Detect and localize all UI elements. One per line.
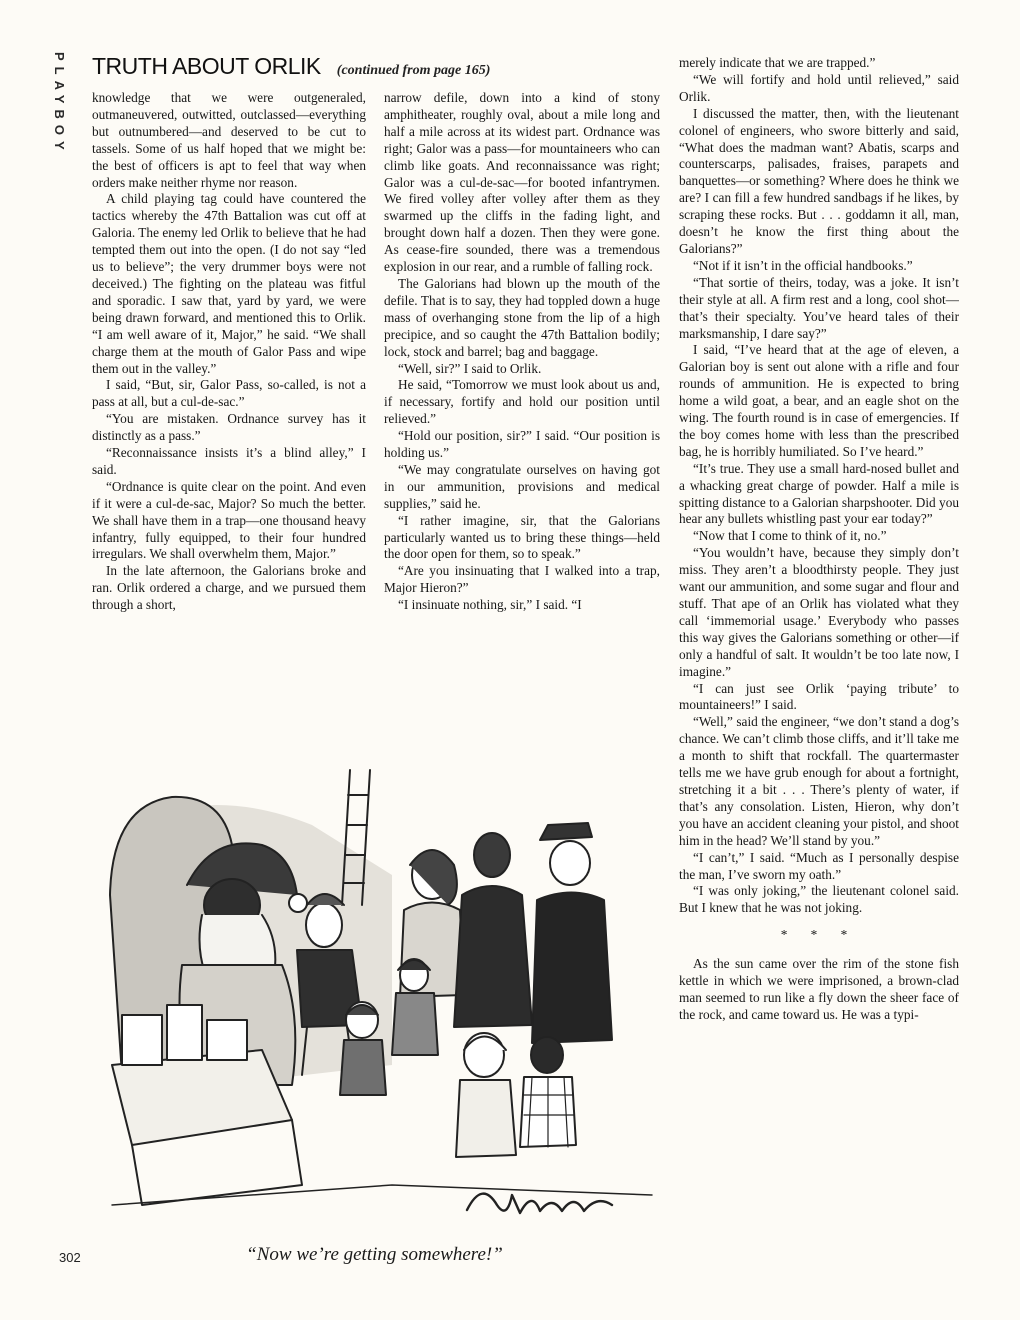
paragraph: “You wouldn’t have, because they simply don’t miss. They aren’t a bloodthirsty people. They just want our ammunition, and some sugar and flour and stuff. That ape of an Orlik has violated what they call ‘immemorial usage.’ Everybody who passes this way gives the Galorians something or other—if only a handful of salt. It wouldn’t be too late now, I imagine.” bbox=[679, 545, 959, 679]
paragraph: As the sun came over the rim of the stone fish kettle in which we were imprisoned, a brown-clad man seemed to run like a fly down the sheer face of the rock, and came toward us. He was a typi- bbox=[679, 956, 959, 1022]
paragraph: “We will fortify and hold until relieved,” said Orlik. bbox=[679, 71, 959, 104]
paragraph: I discussed the matter, then, with the lieutenant colonel of engineers, who swore bitterly and said, “What does the madman want? Abatis, scarps and counterscarps, palisades, fraises, parapets and banquettes—or something? Where does he think we are? I can fill a few hundred sandbags if he likes, by scraping these rocks. But . . . goddamn it all, man, doesn’t he know the first thing about the Galorians?” bbox=[679, 105, 959, 256]
article-title: TRUTH ABOUT ORLIK bbox=[92, 53, 321, 79]
paragraph: merely indicate that we are trapped.” bbox=[679, 55, 876, 70]
cartoon-illustration bbox=[92, 765, 657, 1230]
paragraph: “I insinuate nothing, sir,” I said. “I bbox=[398, 597, 582, 613]
text-column-3 bbox=[679, 55, 959, 1270]
paragraph: “I was only joking,” the lieutenant colonel said. But I knew that he was not joking. bbox=[679, 883, 959, 916]
paragraph: “Well, sir?” I said to Orlik. bbox=[398, 360, 542, 376]
paragraph: “Ordnance is quite clear on the point. And even if it were a cul-de-sac, Major? So much the better. We shall have them in a trap—one thousand heavy infantry, fully equipped, to their four hundred irregulars. We shall overwhelm them, Major.” bbox=[92, 478, 366, 562]
paragraph: “Are you insinuating that I walked into a trap, Major Hieron?” bbox=[384, 563, 660, 596]
artist-signature bbox=[467, 1194, 612, 1213]
paragraph: “It’s true. They use a small hard-nosed bullet and a whacking great charge of powder. Half a mile is spitting distance to a Galorian sharpshooter. Did you hear any bullets whistling past your ear today?” bbox=[679, 460, 959, 527]
paragraph: A child playing tag could have countered the tactics whereby the 47th Battalion was cut off at Galoria. The enemy led Orlik to believe that he had tempted them out into the open. (I do not say “led us to believe”; the very drummer boys were not deceived.) The fighting on the plateau was fitful and sporadic. I saw that, yard by yard, we were being drawn forward, and mentioned this to Orlik. “I am well aware of it, Major,” he said. “We shall charge them at the mouth of Galor Pass and wipe them out in the valley.” bbox=[92, 191, 366, 376]
paragraph: knowledge that we were outgeneraled, outmaneuvered, outwitted, outclassed—everything but outnumbered—and deserved to be cut to tassels. Some of us half hoped that we might be: the best of officers is apt to feel that way when orders make neither rhyme nor reason. bbox=[92, 90, 366, 190]
magazine-brand: PLAYBOY bbox=[52, 52, 67, 156]
paragraph: I said, “I’ve heard that at the age of eleven, a Galorian boy is sent out alone with a rifle and four rounds of ammunition. He is expected to bring home a wild goat, a bear, and an eagle shot on the wing. The fourth round is in case of emergencies. If the boy comes home with less than the prescribed bag, he is horribly humiliated. So I’ve heard.” bbox=[679, 342, 959, 459]
paragraph: “I rather imagine, sir, that the Galorians particularly wanted us to bring these things—held the door open for them, so to speak.” bbox=[384, 512, 660, 562]
paragraph: “I can’t,” I said. “Much as I personally despise the man, I’ve sworn my oath.” bbox=[679, 849, 959, 882]
paragraph: “Hold our position, sir?” I said. “Our position is holding us.” bbox=[384, 428, 660, 461]
paragraph: “Well,” said the engineer, “we don’t stand a dog’s chance. We can’t climb those cliffs, and it’ll take me a month to shift that rockfall. The quartermaster tells me we have grub enough for about a fortnight, stretching it a bit . . . There’s plenty of water, if that’s any consolation. Listen, Hieron, why don’t you have an accident cleaning your pistol, and shoot him in the head? We’ll stand by you.” bbox=[679, 714, 959, 848]
article-header bbox=[92, 53, 490, 83]
paragraph: “Now that I come to think of it, no.” bbox=[693, 528, 887, 544]
paragraph: “That sortie of theirs, today, was a joke. It isn’t their style at all. A firm rest and a long, cool shot—that’s their specialty. You’ve heard tales of their marksmanship, I dare say?” bbox=[679, 274, 959, 341]
paragraph: “Reconnaissance insists it’s a blind alley,” I said. bbox=[92, 445, 366, 477]
paragraph: “Not if it isn’t in the official handbooks.” bbox=[693, 257, 913, 273]
paragraph: “We may congratulate ourselves on having got in our ammunition, provisions and medical supplies,” said he. bbox=[384, 461, 660, 511]
continued-note: (continued from page 165) bbox=[336, 63, 491, 78]
text-column-2 bbox=[384, 90, 660, 720]
paragraph: The Galorians had blown up the mouth of the defile. That is to say, they had toppled down a huge mass of overhanging stone from the lip of a high precipice, and so caught the 47th Battalion bodily; lock, stock and barrel; bag and baggage. bbox=[384, 275, 660, 359]
page-number: 302 bbox=[59, 1250, 81, 1265]
paragraph: “You are mistaken. Ordnance survey has it distinctly as a pass.” bbox=[92, 411, 366, 444]
text-column-1 bbox=[92, 90, 366, 720]
paragraph: narrow defile, down into a kind of stony amphitheater, roughly oval, about a mile long and half a mile across at its widest part. Ordnance was right; Galor was a pass—for mountaineers who can climb like goats. And reconnaissance was right; Galor was a cul-de-sac—for booted infantrymen. We fired volley after volley after them as they swarmed up the cliffs in the fading light, and brought down half a dozen. Then they were gone. As cease-fire sounded, there was a tremendous explosion in our rear, and a rumble of falling rock. bbox=[384, 90, 660, 275]
cartoon-caption: “Now we’re getting somewhere!” bbox=[246, 1244, 503, 1265]
paragraph: “I can just see Orlik ‘paying tribute’ to mountaineers!” I said. bbox=[679, 680, 959, 713]
paragraph: I said, “But, sir, Galor Pass, so-called, is not a pass at all, but a cul-de-sac.” bbox=[92, 377, 366, 410]
paragraph: * * * bbox=[780, 927, 858, 943]
paragraph: He said, “Tomorrow we must look about us and, if necessary, fortify and hold our position until relieved.” bbox=[384, 377, 660, 427]
paragraph: In the late afternoon, the Galorians broke and ran. Orlik ordered a charge, and we pursued them through a short, bbox=[92, 563, 366, 613]
